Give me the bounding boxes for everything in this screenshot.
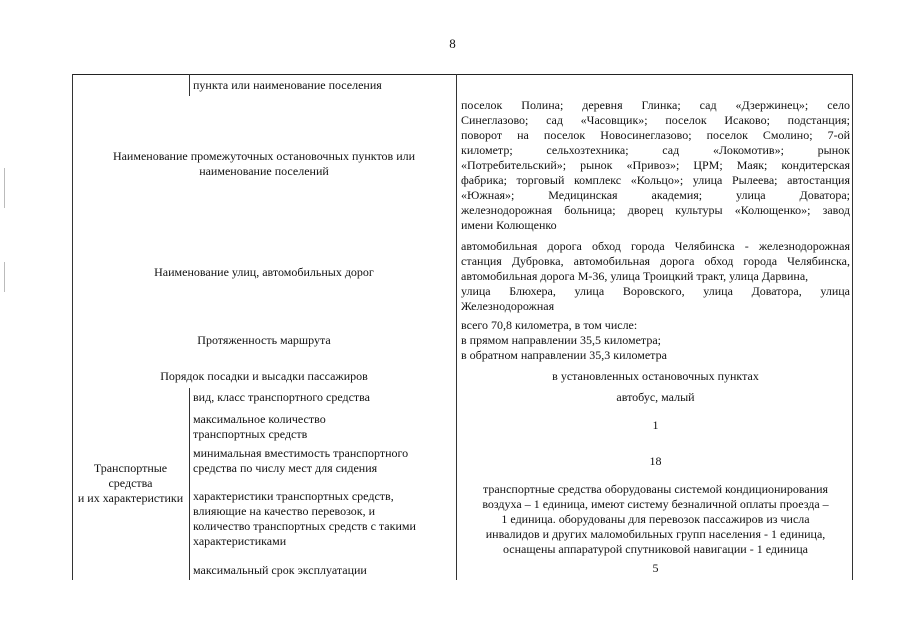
scan-edge-mark — [4, 262, 5, 292]
table-right-border — [852, 74, 853, 580]
table-left-border — [72, 74, 73, 580]
vehicle-max-count-value: 1 — [652, 418, 659, 432]
vehicle-min-capacity-value: 18 — [649, 454, 662, 468]
streets-label: Наименование улиц, автомобильных дорог — [154, 265, 374, 279]
vehicle-characteristics-value: транспортные средства оборудованы системой кондиционирования воздуха – 1 единица, имеют систему безналичной оплаты проезда – 1 единица. оборудованы для перевозок пассажиров из числа инвалидов и других маломобильных групп населения - 1 единица, оснащены аппаратурой спутниковой навигации - 1 единица — [482, 482, 829, 556]
streets-value: автомобильная дорога обход города Челябинска - железнодорожная станция Дубровка, автомобильная дорога обход города Челябинска, автомобильная дорога М-36, улица Троицкий тракт, улица Дарвина, улица Блюхера, улица Воровского, улица Доватора, улица Железнодорожная — [461, 239, 850, 313]
header-sub-border — [189, 74, 190, 96]
vehicle-max-age-label: максимальный срок эксплуатации — [193, 563, 367, 577]
route-length-value: всего 70,8 километра, в том числе: в прямом направлении 35,5 километра; в обратном направлении 35,3 километра — [461, 318, 667, 362]
page-number: 8 — [449, 36, 456, 51]
vehicle-class-label: вид, класс транспортного средства — [193, 390, 371, 404]
vehicle-max-count-label: максимальное количество транспортных средств — [193, 412, 326, 441]
vehicle-class-value: автобус, малый — [616, 390, 695, 404]
boarding-value: в установленных остановочных пунктах — [552, 369, 759, 383]
vehicles-sub-border — [189, 388, 190, 580]
boarding-label: Порядок посадки и высадки пассажиров — [160, 369, 368, 383]
vehicles-group-label: Транспортные средства и их характеристики — [77, 461, 184, 505]
header-continuation: пункта или наименование поселения — [193, 78, 382, 92]
table-middle-border — [456, 74, 457, 580]
route-length-label: Протяженность маршрута — [197, 333, 331, 347]
intermediate-stops-value: поселок Полина; деревня Глинка; сад «Дзержинец»; село Синеглазово; сад «Часовщик»; поселок Исаково; подстанция; поворот на поселок Новосинеглазово; поселок Смолино; 7-ой километр; сельхозтехника; сад «Локомотив»; рынок «Потребительский»; рынок «Привоз»; ЦРМ; Маяк; кондитерская фабрика; торговый комплекс «Кольцо»; улица Рылеева; автостанция «Южная»; Медицинская академия; улица Доватора; железнодорожная больница; дворец культуры «Колющенко»; завод имени Колющенко — [461, 98, 850, 232]
vehicle-characteristics-label: характеристики транспортных средств, влияющие на качество перевозок, и количество транспортных средств с такими характеристиками — [193, 489, 416, 548]
intermediate-stops-label: Наименование промежуточных остановочных пунктов или наименование поселений — [112, 149, 416, 178]
vehicle-min-capacity-label: минимальная вместимость транспортного средства по числу мест для сидения — [193, 446, 409, 475]
scan-edge-mark — [4, 168, 5, 208]
vehicle-max-age-value: 5 — [652, 561, 659, 575]
